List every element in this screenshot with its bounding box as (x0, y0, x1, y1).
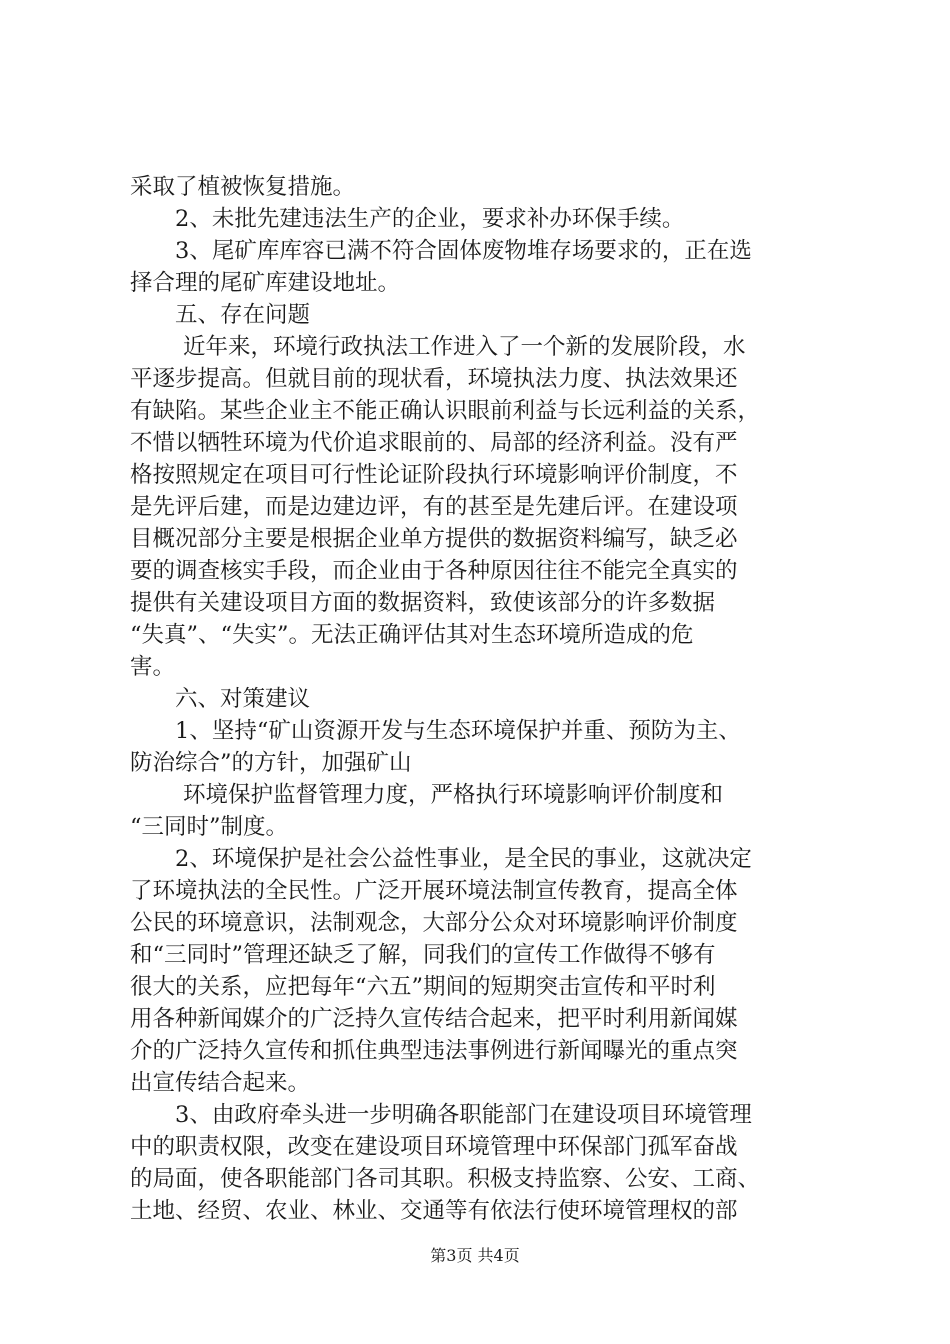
page-number-footer: 第3页 共4页 (430, 1246, 520, 1265)
text-line: 的局面，使各职能部门各司其职。积极支持监察、公安、工商、 (130, 1166, 761, 1192)
text-line: 要的调查核实手段，而企业由于各种原因往往不能完全真实的 (130, 558, 738, 584)
text-line: 有缺陷。某些企业主不能正确认识眼前利益与长远利益的关系， (130, 398, 761, 424)
text-line: 1、坚持“矿山资源开发与生态环境保护并重、预防为主、 (175, 718, 741, 744)
text-line: 目概况部分主要是根据企业单方提供的数据资料编写，缺乏必 (130, 526, 738, 552)
text-line: 不惜以牺牲环境为代价追求眼前的、局部的经济利益。没有严 (130, 430, 738, 456)
text-line: 2、未批先建违法生产的企业，要求补办环保手续。 (175, 206, 685, 232)
text-line: 了环境执法的全民性。广泛开展环境法制宣传教育，提高全体 (130, 878, 738, 904)
text-line: 2、环境保护是社会公益性事业，是全民的事业，这就决定 (175, 846, 752, 872)
text-line: 格按照规定在项目可行性论证阶段执行环境影响评价制度，不 (130, 462, 738, 488)
text-line: 很大的关系，应把每年“六五”期间的短期突击宣传和平时利 (130, 974, 716, 1000)
text-line: 土地、经贸、农业、林业、交通等有依法行使环境管理权的部 (130, 1198, 738, 1224)
text-line: 和“三同时”管理还缺乏了解，同我们的宣传工作做得不够有 (130, 942, 716, 968)
text-line: 是先评后建，而是边建边评，有的甚至是先建后评。在建设项 (130, 494, 738, 520)
text-line: 环境保护监督管理力度，严格执行环境影响评价制度和 (183, 782, 724, 808)
text-line: 采取了植被恢复措施。 (130, 174, 356, 200)
text-line: 3、由政府牵头进一步明确各职能部门在建设项目环境管理 (175, 1102, 752, 1128)
text-line: 用各种新闻媒介的广泛持久宣传结合起来，把平时利用新闻媒 (130, 1006, 738, 1032)
text-line: 害。 (130, 654, 176, 680)
section-heading: 六、对策建议 (175, 686, 311, 712)
text-line: 3、尾矿库库容已满不符合固体废物堆存场要求的，正在选 (175, 238, 752, 264)
text-line: 出宣传结合起来。 (130, 1070, 311, 1096)
text-line: “三同时”制度。 (130, 814, 289, 840)
text-line: 防治综合”的方针，加强矿山 (130, 750, 412, 776)
text-line: “失真”、“失实”。无法正确评估其对生态环境所造成的危 (130, 622, 694, 648)
text-line: 介的广泛持久宣传和抓住典型违法事例进行新闻曝光的重点突 (130, 1038, 738, 1064)
text-line: 提供有关建设项目方面的数据资料，致使该部分的许多数据 (130, 590, 716, 616)
text-line: 平逐步提高。但就目前的现状看，环境执法力度、执法效果还 (130, 366, 738, 392)
text-line: 择合理的尾矿库建设地址。 (130, 270, 401, 296)
section-heading: 五、存在问题 (175, 302, 311, 328)
text-line: 中的职责权限，改变在建设项目环境管理中环保部门孤军奋战 (130, 1134, 738, 1160)
text-line: 近年来，环境行政执法工作进入了一个新的发展阶段，水 (183, 334, 746, 360)
text-line: 公民的环境意识，法制观念，大部分公众对环境影响评价制度 (130, 910, 738, 936)
